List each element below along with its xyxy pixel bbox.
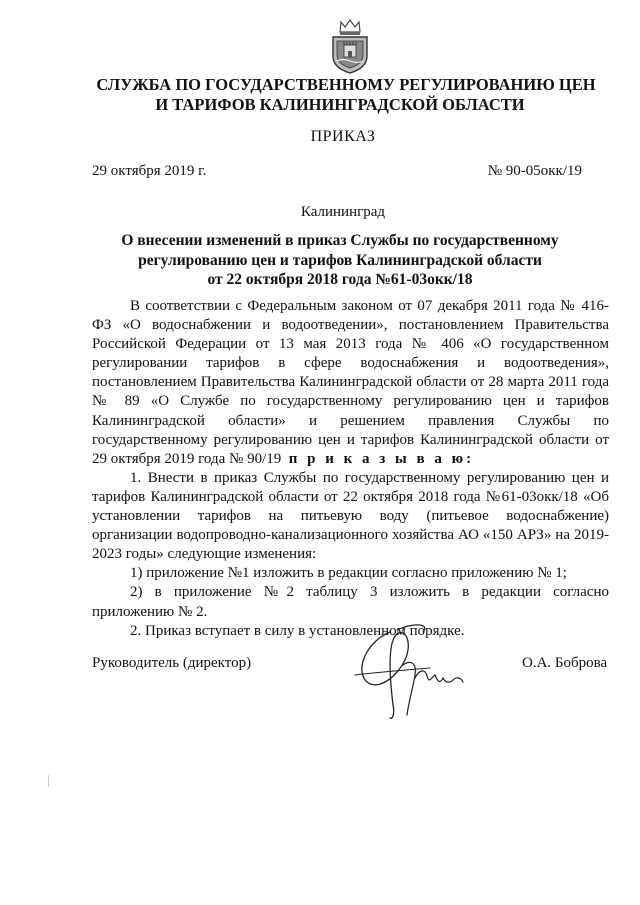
document-city: Калининград	[300, 204, 386, 220]
preamble-text: В соответствии с Федеральным законом от 07 декабря 2011 года № 416-ФЗ «О водоснабжении и водоотведении», постановлением Правительства Российской Федерации от 13 мая 2013 года № 406 «О государственном регулировании тарифов в сфере водоснабжения и водоотведения», постановлением Правительства Калининградской области от 28 марта 2011 года № 89 «О Службе по государственному регулированию цен и тарифов Калининградской области» и решением правления Службы по государственному регулированию цен и тарифов Калининградской области от 29 октября 2019 года № 90/19	[92, 298, 609, 467]
item-2: 2. Приказ вступает в силу в установленном порядке.	[130, 622, 465, 639]
scan-artifact	[48, 775, 49, 787]
document-body	[92, 297, 609, 641]
organization-name-line2: И ТАРИФОВ КАЛИНИНГРАДСКОЙ ОБЛАСТИ	[155, 95, 525, 114]
item-1-sub-1: 1) приложение №1 изложить в редакции согласно приложению № 1;	[130, 565, 567, 582]
organization-name-line1: СЛУЖБА ПО ГОСУДАРСТВЕННОМУ РЕГУЛИРОВАНИЮ ЦЕН	[96, 75, 596, 94]
item-1: 1. Внести в приказ Службы по государственному регулированию цен и тарифов Калининградской области от 22 октября 2018 года №61-03окк/18 «Об установлении тарифов на питьевую воду (питьевое водоснабжение) организации водопроводно-канализационного хозяйства АО «150 АРЗ» на 2019-2023 годы» следующие изменения:	[92, 469, 609, 563]
handwritten-signature	[335, 620, 470, 725]
subject-line3: от 22 октября 2018 года №61-03окк/18	[207, 271, 473, 288]
subject-line2: регулированию цен и тарифов Калининградской области	[138, 251, 542, 269]
coat-of-arms-icon	[327, 18, 373, 74]
document-type: ПРИКАЗ	[310, 128, 376, 145]
signatory-name: О.А. Боброва	[522, 655, 608, 671]
subject-line1: О внесении изменений в приказ Службы по государственному	[121, 232, 559, 249]
order-word: п р и к а з ы в а ю:	[288, 450, 475, 467]
item-1-sub-2: 2) в приложение №2 таблицу 3 изложить в редакции согласно приложению № 2.	[92, 584, 609, 620]
document-date: 29 октября 2019 г.	[92, 163, 207, 179]
signatory-position: Руководитель (директор)	[92, 655, 252, 671]
document-subject	[90, 231, 590, 290]
preamble-paragraph	[92, 297, 609, 469]
document-number: № 90-05окк/19	[487, 163, 582, 179]
